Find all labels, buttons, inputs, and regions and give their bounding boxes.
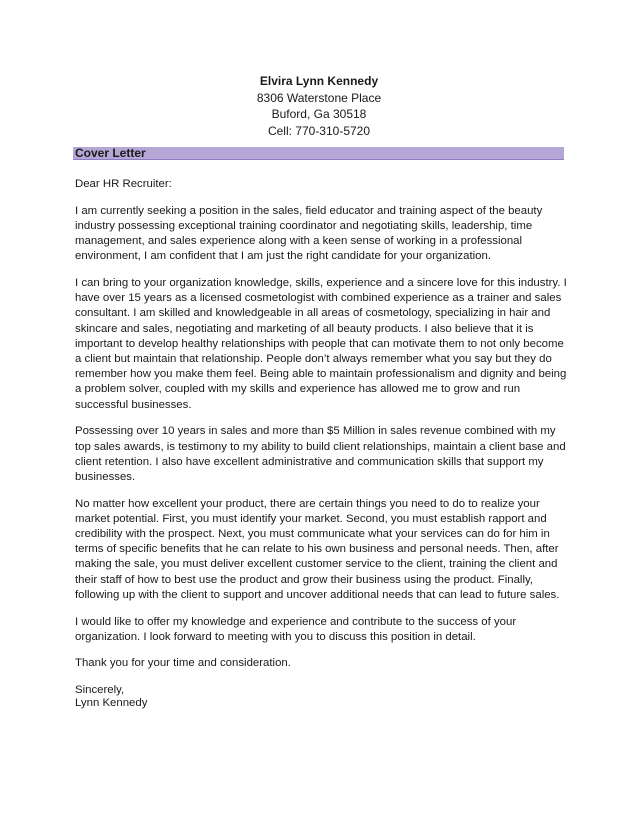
sender-address-line2: Buford, Ga 30518	[271, 107, 367, 121]
signature-name: Lynn Kennedy	[75, 697, 148, 709]
paragraph: I would like to offer my knowledge and experience and contribute to the success of your organization. I look forward to meeting with you to discuss this position in detail.	[75, 615, 517, 643]
sender-address-line1: 8306 Waterstone Place	[256, 90, 382, 105]
paragraph: I am currently seeking a position in the sales, field educator and training aspect of the beauty industry possessing exceptional training coordinator and negotiating skills, leadership, time management, and sales experience along with a keen sense of working in a professional environment, I am confident that I am just the right candidate for your organization.	[75, 204, 543, 263]
letter-header	[0, 73, 638, 139]
paragraph: Possessing over 10 years in sales and more than $5 Million in sales revenue combined with my top sales awards, is testimony to my ability to build client relationships, maintain a client base and client retention. I also have excellent administrative and communication skills that support my businesses.	[75, 425, 566, 483]
letter-body	[75, 177, 567, 710]
sender-phone: Cell: 770-310-5720	[267, 123, 371, 138]
greeting: Dear HR Recruiter:	[75, 178, 172, 190]
sender-name: Elvira Lynn Kennedy	[259, 74, 379, 88]
closing: Sincerely,	[75, 684, 125, 697]
section-title-bar: Cover Letter	[73, 147, 564, 160]
paragraph: No matter how excellent your product, there are certain things you need to do to realize your market potential. First, you must identify your market. Second, you must establish rapport and credibility with the prospect. Next, you must communicate what your services can do for him in terms of specific benefits that he can relate to his own business and personal needs. Then, after making the sale, you must deliver excellent customer service to the client, training the client and their staff of how to best use the product and grow their business using the product. Finally, following up with the client to support and uncover additional needs that can lead to future sales.	[75, 497, 560, 601]
paragraph: Thank you for your time and consideration.	[75, 657, 291, 670]
paragraph: I can bring to your organization knowledge, skills, experience and a sincere love for this industry. I have over 15 years as a licensed cosmetologist with combined experience as a trainer and sales consultant. I am skilled and knowledgeable in all areas of cosmetology, specializing in hair and skincare and sales, negotiating and marketing of all beauty products. I also believe that it is important to develop healthy relationships with people that can motivate them to not only become a client but maintain that relationship. People don’t always remember what you say but they do remember how you make them feel. Being able to maintain professionalism and dignity and being a problem solver, coupled with my skills and experience has allowed me to grow and run successful businesses.	[75, 277, 567, 411]
